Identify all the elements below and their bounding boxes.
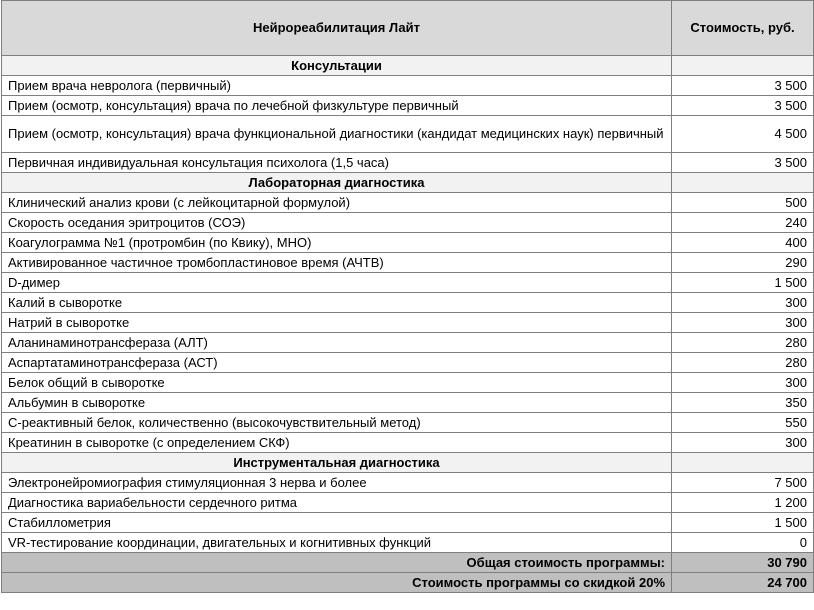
service-name: Коагулограмма №1 (протромбин (по Квику), МНО) (2, 233, 672, 253)
service-name: VR-тестирование координации, двигательных и когнитивных функций (2, 533, 672, 553)
service-price: 300 (672, 373, 814, 393)
total-value: 30 790 (672, 553, 814, 573)
program-title: Нейрореабилитация Лайт (2, 1, 672, 56)
table-row (2, 213, 814, 233)
service-price: 280 (672, 353, 814, 373)
table-row (2, 393, 814, 413)
service-name: Белок общий в сыворотке (2, 373, 672, 393)
service-price: 290 (672, 253, 814, 273)
table-row (2, 273, 814, 293)
service-price: 7 500 (672, 473, 814, 493)
table-row (2, 433, 814, 453)
service-price: 3 500 (672, 96, 814, 116)
service-name: С-реактивный белок, количественно (высокочувствительный метод) (2, 413, 672, 433)
table-row (2, 76, 814, 96)
table-row (2, 533, 814, 553)
table-row (2, 373, 814, 393)
service-name: Скорость оседания эритроцитов (СОЭ) (2, 213, 672, 233)
total-row (2, 553, 814, 573)
section-header-row (2, 56, 814, 76)
service-price: 0 (672, 533, 814, 553)
service-price: 4 500 (672, 116, 814, 153)
section-title: Консультации (2, 56, 672, 76)
service-price: 500 (672, 193, 814, 213)
service-name: Прием врача невролога (первичный) (2, 76, 672, 96)
service-name: Альбумин в сыворотке (2, 393, 672, 413)
discount-row (2, 573, 814, 593)
service-name: Натрий в сыворотке (2, 313, 672, 333)
table-row (2, 493, 814, 513)
service-price: 240 (672, 213, 814, 233)
service-price: 400 (672, 233, 814, 253)
service-name: Диагностика вариабельности сердечного ритма (2, 493, 672, 513)
service-price: 300 (672, 313, 814, 333)
discount-value: 24 700 (672, 573, 814, 593)
table-row (2, 413, 814, 433)
service-price: 550 (672, 413, 814, 433)
discount-label: Стоимость программы со скидкой 20% (2, 573, 672, 593)
service-name: Стабиллометрия (2, 513, 672, 533)
service-name: Калий в сыворотке (2, 293, 672, 313)
service-price: 1 500 (672, 273, 814, 293)
service-price: 300 (672, 293, 814, 313)
table-row (2, 293, 814, 313)
service-name: Прием (осмотр, консультация) врача по лечебной физкультуре первичный (2, 96, 672, 116)
table-row (2, 193, 814, 213)
service-price: 3 500 (672, 76, 814, 96)
section-header-row (2, 453, 814, 473)
table-row (2, 353, 814, 373)
price-column-header: Стоимость, руб. (672, 1, 814, 56)
section-price-cell (672, 173, 814, 193)
table-row (2, 333, 814, 353)
service-name: Прием (осмотр, консультация) врача функциональной диагностики (кандидат медицинских наук) первичный (2, 116, 672, 153)
service-price: 1 500 (672, 513, 814, 533)
table-row (2, 153, 814, 173)
service-name: Электронейромиография стимуляционная 3 нерва и более (2, 473, 672, 493)
section-title: Инструментальная диагностика (2, 453, 672, 473)
service-price: 280 (672, 333, 814, 353)
table-row (2, 513, 814, 533)
service-price: 3 500 (672, 153, 814, 173)
table-row (2, 233, 814, 253)
table-row (2, 116, 814, 153)
service-price: 1 200 (672, 493, 814, 513)
service-name: Аспартатаминотрансфераза (АСТ) (2, 353, 672, 373)
table-row (2, 313, 814, 333)
table-row (2, 96, 814, 116)
service-price: 350 (672, 393, 814, 413)
service-name: Первичная индивидуальная консультация психолога (1,5 часа) (2, 153, 672, 173)
total-label: Общая стоимость программы: (2, 553, 672, 573)
service-name: Креатинин в сыворотке (с определением СКФ) (2, 433, 672, 453)
service-name: Аланинаминотрансфераза (АЛТ) (2, 333, 672, 353)
service-name: Клинический анализ крови (с лейкоцитарной формулой) (2, 193, 672, 213)
table-row (2, 253, 814, 273)
service-name: D-димер (2, 273, 672, 293)
service-price: 300 (672, 433, 814, 453)
section-title: Лабораторная диагностика (2, 173, 672, 193)
section-header-row (2, 173, 814, 193)
table-row (2, 473, 814, 493)
price-table (1, 0, 814, 593)
section-price-cell (672, 56, 814, 76)
table-header-row (2, 1, 814, 56)
section-price-cell (672, 453, 814, 473)
service-name: Активированное частичное тромбопластиновое время (АЧТВ) (2, 253, 672, 273)
